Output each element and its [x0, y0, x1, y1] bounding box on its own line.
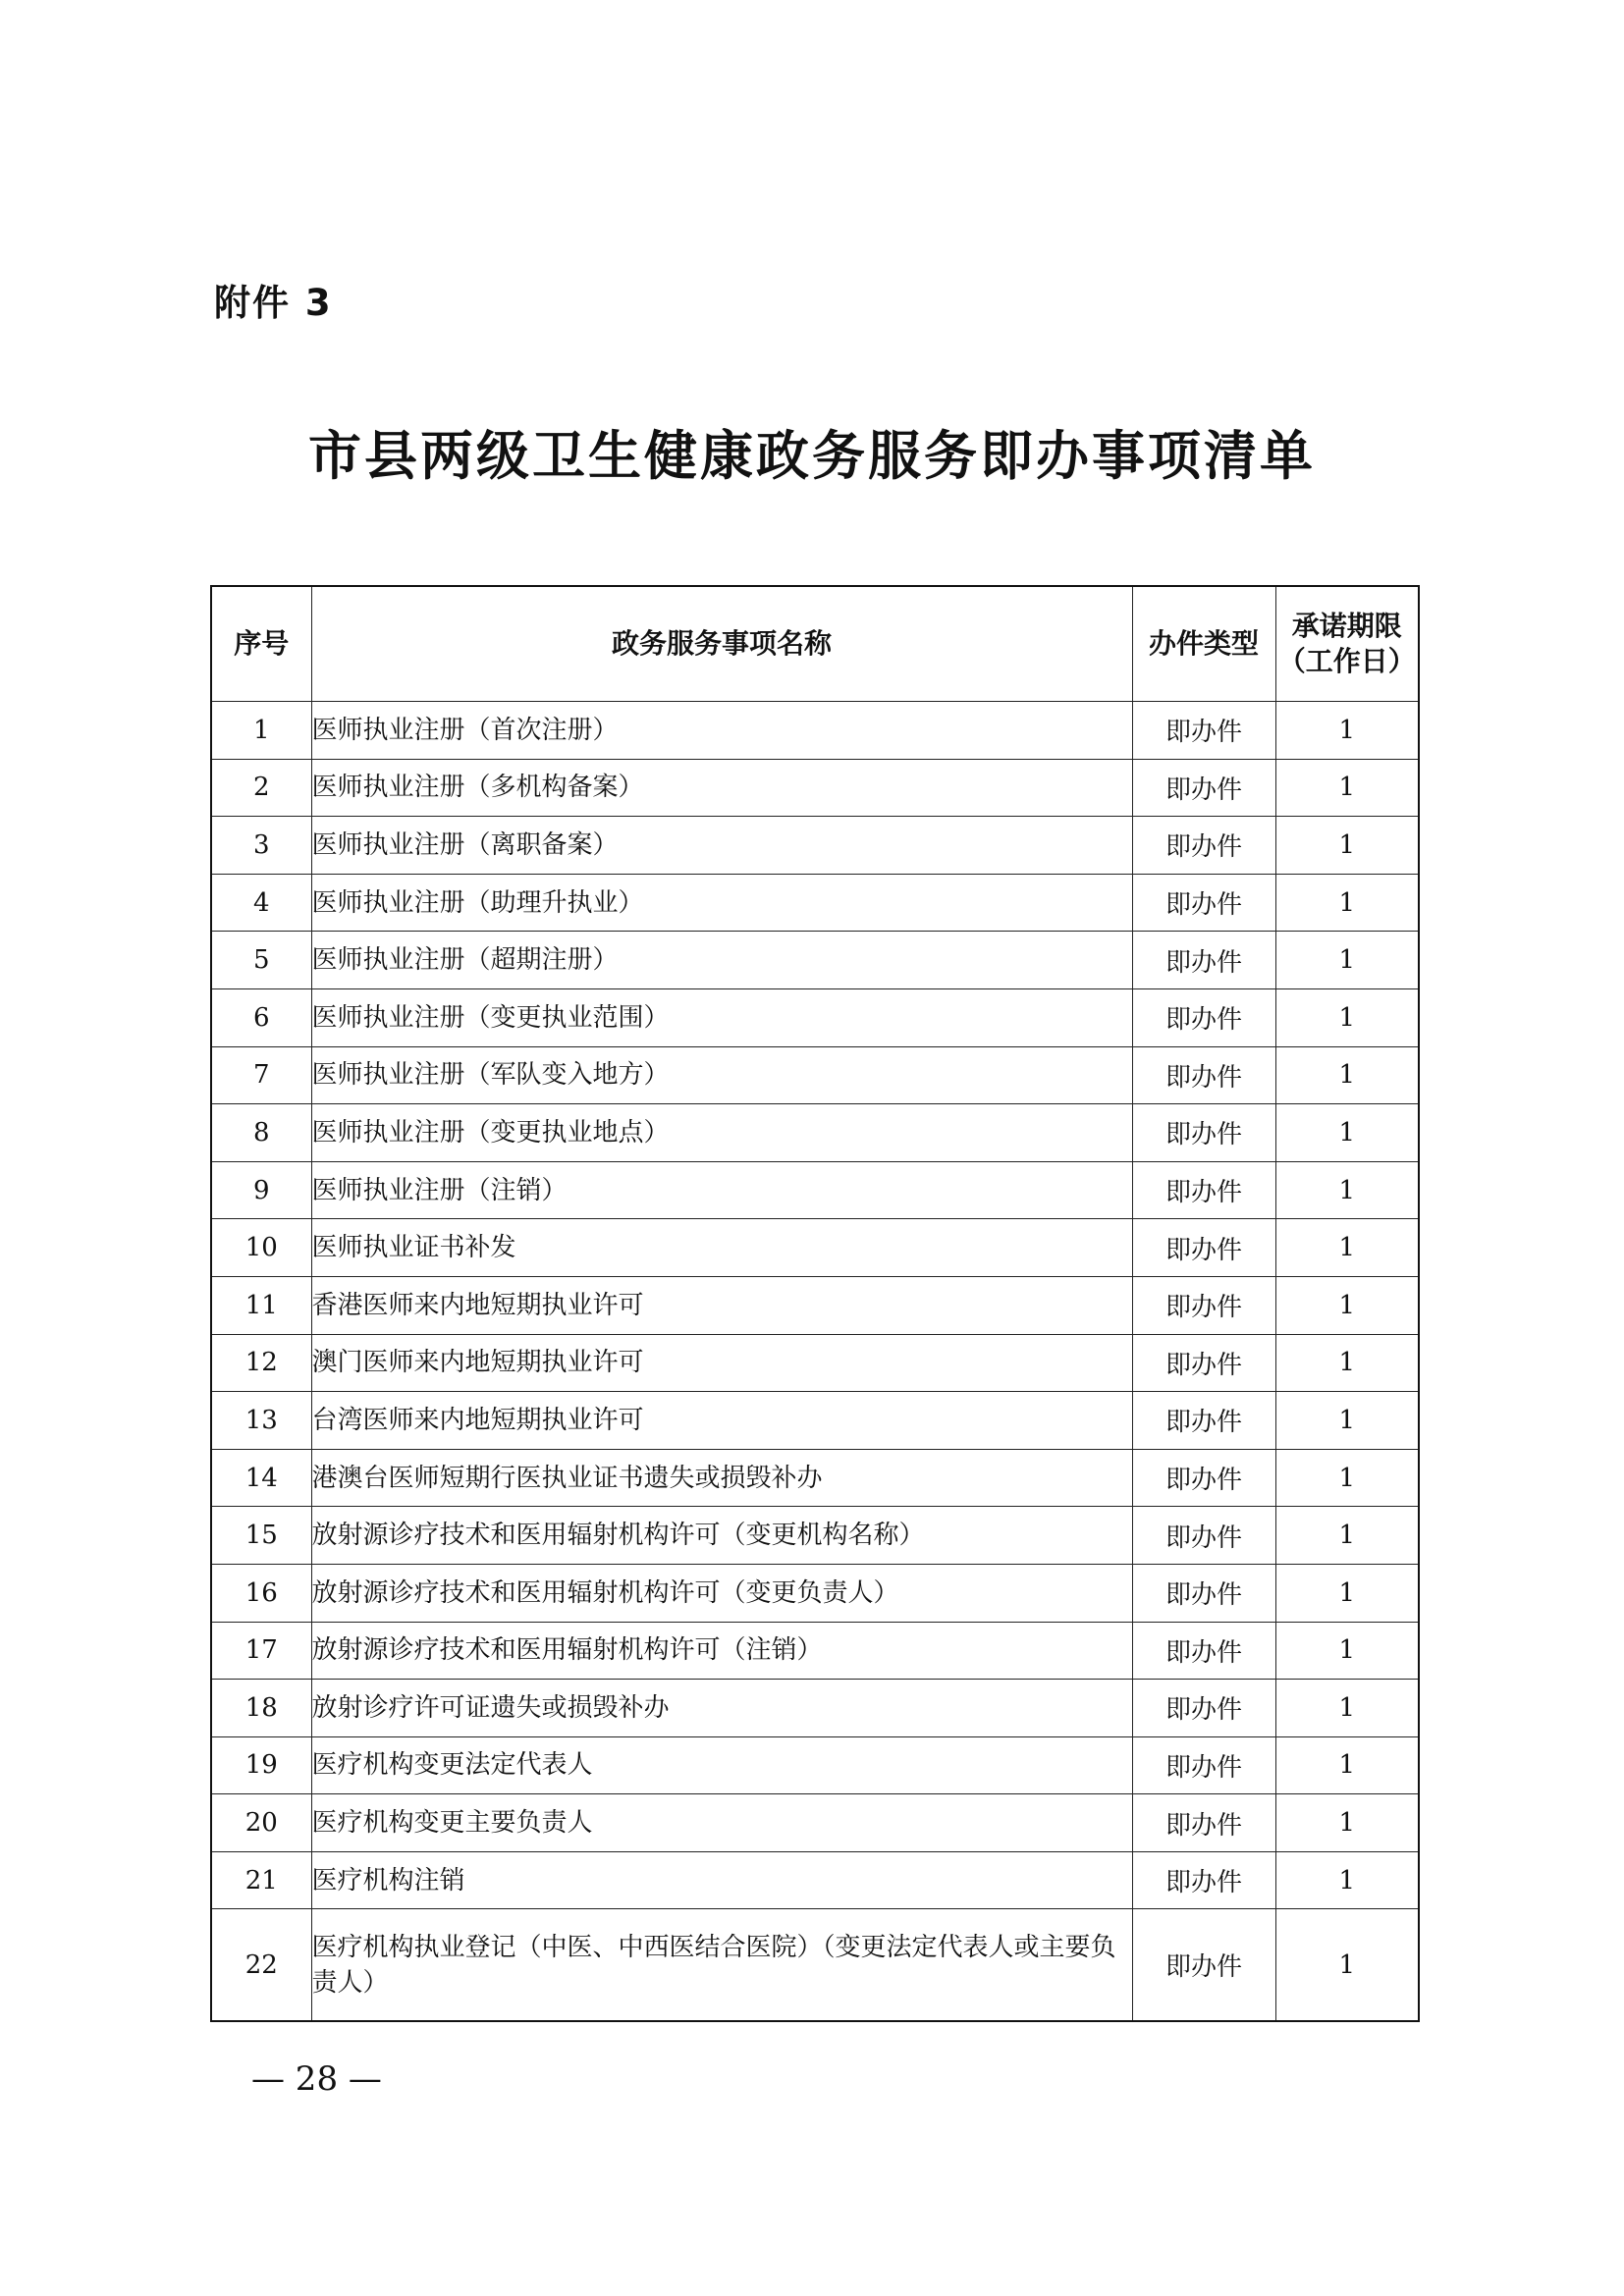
header-no: 序号: [211, 586, 311, 702]
table-header-row: [211, 586, 1419, 702]
row-type: 即办件: [1132, 1276, 1275, 1334]
row-days: 1: [1275, 1851, 1419, 1909]
row-type: 即办件: [1132, 988, 1275, 1046]
table-row: [211, 1104, 1419, 1162]
table-row: [211, 1680, 1419, 1737]
row-days: 1: [1275, 702, 1419, 760]
row-type: 即办件: [1132, 1046, 1275, 1104]
row-name: 医师执业注册（首次注册）: [311, 702, 1132, 760]
row-number: 19: [211, 1736, 311, 1794]
table-row: [211, 932, 1419, 989]
row-type: 即办件: [1132, 1161, 1275, 1219]
row-type: 即办件: [1132, 1564, 1275, 1622]
row-number: 1: [211, 702, 311, 760]
row-name: 医师执业注册（助理升执业）: [311, 874, 1132, 932]
row-number: 13: [211, 1392, 311, 1450]
table-row: [211, 1622, 1419, 1680]
row-type: 即办件: [1132, 1507, 1275, 1565]
attachment-label: 附件 3: [214, 282, 333, 324]
header-type: 办件类型: [1132, 586, 1275, 702]
row-number: 12: [211, 1334, 311, 1392]
table-row: [211, 1392, 1419, 1450]
table-row: [211, 1161, 1419, 1219]
row-name: 医师执业注册（变更执业范围）: [311, 988, 1132, 1046]
table-row: [211, 1334, 1419, 1392]
row-days: 1: [1275, 1276, 1419, 1334]
row-number: 6: [211, 988, 311, 1046]
row-number: 21: [211, 1851, 311, 1909]
row-type: 即办件: [1132, 1736, 1275, 1794]
table-row: [211, 817, 1419, 875]
header-days-line1: 承诺期限: [1291, 610, 1402, 642]
row-number: 2: [211, 759, 311, 817]
table-row: [211, 988, 1419, 1046]
row-name: 港澳台医师短期行医执业证书遗失或损毁补办: [311, 1449, 1132, 1507]
row-number: 10: [211, 1219, 311, 1277]
row-number: 14: [211, 1449, 311, 1507]
row-number: 17: [211, 1622, 311, 1680]
table-row: [211, 874, 1419, 932]
row-type: 即办件: [1132, 702, 1275, 760]
row-number: 5: [211, 932, 311, 989]
row-days: 1: [1275, 874, 1419, 932]
row-days: 1: [1275, 1680, 1419, 1737]
table-row: [211, 1736, 1419, 1794]
row-name: 医疗机构变更法定代表人: [311, 1736, 1132, 1794]
row-number: 11: [211, 1276, 311, 1334]
row-type: 即办件: [1132, 1794, 1275, 1852]
row-type: 即办件: [1132, 932, 1275, 989]
row-days: 1: [1275, 1392, 1419, 1450]
row-name: 医疗机构变更主要负责人: [311, 1794, 1132, 1852]
document-title: 市县两级卫生健康政务服务即办事项清单: [308, 424, 1316, 487]
row-days: 1: [1275, 1046, 1419, 1104]
row-number: 20: [211, 1794, 311, 1852]
row-days: 1: [1275, 1794, 1419, 1852]
row-type: 即办件: [1132, 1334, 1275, 1392]
table-row: [211, 1851, 1419, 1909]
table-row: [211, 1449, 1419, 1507]
row-name: 澳门医师来内地短期执业许可: [311, 1334, 1132, 1392]
row-days: 1: [1275, 1219, 1419, 1277]
row-days: 1: [1275, 817, 1419, 875]
table-row: [211, 1219, 1419, 1277]
row-name: 医师执业注册（军队变入地方）: [311, 1046, 1132, 1104]
row-number: 9: [211, 1161, 311, 1219]
header-days-line2: （工作日）: [1277, 645, 1416, 677]
row-type: 即办件: [1132, 1851, 1275, 1909]
row-name: 放射源诊疗技术和医用辐射机构许可（注销）: [311, 1622, 1132, 1680]
row-name: 放射诊疗许可证遗失或损毁补办: [311, 1680, 1132, 1737]
row-name: 台湾医师来内地短期执业许可: [311, 1392, 1132, 1450]
row-type: 即办件: [1132, 874, 1275, 932]
row-days: 1: [1275, 1104, 1419, 1162]
header-name: 政务服务事项名称: [311, 586, 1132, 702]
row-number: 18: [211, 1680, 311, 1737]
row-days: 1: [1275, 1449, 1419, 1507]
row-type: 即办件: [1132, 1219, 1275, 1277]
row-name: 医师执业注册（多机构备案）: [311, 759, 1132, 817]
row-days: 1: [1275, 1507, 1419, 1565]
row-days: 1: [1275, 759, 1419, 817]
row-number: 22: [211, 1909, 311, 2022]
row-days: 1: [1275, 932, 1419, 989]
row-days: 1: [1275, 1736, 1419, 1794]
table-row: [211, 759, 1419, 817]
row-name: 放射源诊疗技术和医用辐射机构许可（变更机构名称）: [311, 1507, 1132, 1565]
row-number: 8: [211, 1104, 311, 1162]
table-row: [211, 1794, 1419, 1852]
matters-table: [210, 585, 1420, 2022]
row-type: 即办件: [1132, 1392, 1275, 1450]
row-days: 1: [1275, 1161, 1419, 1219]
row-type: 即办件: [1132, 759, 1275, 817]
row-name: 医师执业注册（注销）: [311, 1161, 1132, 1219]
row-number: 15: [211, 1507, 311, 1565]
page-number: — 28 —: [251, 2059, 382, 2099]
row-number: 3: [211, 817, 311, 875]
table-row: [211, 1276, 1419, 1334]
row-days: 1: [1275, 1334, 1419, 1392]
row-type: 即办件: [1132, 1104, 1275, 1162]
table-row: [211, 1564, 1419, 1622]
table-row: [211, 702, 1419, 760]
row-number: 4: [211, 874, 311, 932]
row-days: 1: [1275, 988, 1419, 1046]
row-days: 1: [1275, 1564, 1419, 1622]
table-row: [211, 1507, 1419, 1565]
header-days: [1275, 586, 1419, 702]
row-name: 放射源诊疗技术和医用辐射机构许可（变更负责人）: [311, 1564, 1132, 1622]
row-name: 医师执业证书补发: [311, 1219, 1132, 1277]
row-type: 即办件: [1132, 817, 1275, 875]
row-name: 医师执业注册（超期注册）: [311, 932, 1132, 989]
table-row: [211, 1046, 1419, 1104]
row-name: 医疗机构注销: [311, 1851, 1132, 1909]
row-type: 即办件: [1132, 1680, 1275, 1737]
row-days: 1: [1275, 1622, 1419, 1680]
row-name: 医师执业注册（变更执业地点）: [311, 1104, 1132, 1162]
row-name: 香港医师来内地短期执业许可: [311, 1276, 1132, 1334]
row-name: 医师执业注册（离职备案）: [311, 817, 1132, 875]
table-row: [211, 1909, 1419, 2022]
row-type: 即办件: [1132, 1449, 1275, 1507]
row-type: 即办件: [1132, 1909, 1275, 2022]
row-name: 医疗机构执业登记（中医、中西医结合医院）（变更法定代表人或主要负责人）: [311, 1909, 1132, 2022]
row-number: 7: [211, 1046, 311, 1104]
row-number: 16: [211, 1564, 311, 1622]
table-body: [211, 702, 1419, 2022]
row-type: 即办件: [1132, 1622, 1275, 1680]
row-days: 1: [1275, 1909, 1419, 2022]
